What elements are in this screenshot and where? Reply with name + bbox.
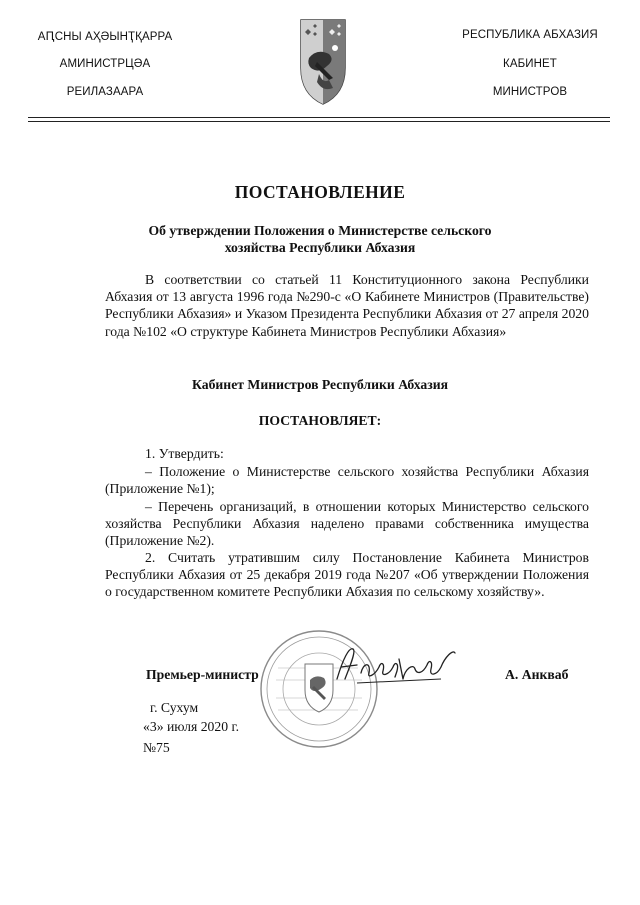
item-1-subitem-regulation: – Положение о Министерстве сельского хозяйства Республики Абхазия (Приложение №1);	[105, 464, 589, 497]
signatory-name: А. Анкваб	[505, 667, 569, 682]
header-left-line-3: РЕИЛАЗААРА	[66, 86, 144, 98]
signatory-position: Премьер-министр	[146, 667, 259, 682]
signing-date: «3» июля 2020 г.	[143, 719, 239, 734]
place-of-signing: г. Сухум	[150, 700, 199, 715]
issuer-heading: Кабинет Министров Республики Абхазия	[191, 377, 449, 392]
subject-line-1: Об утверждении Положения о Министерстве сельского	[148, 223, 492, 238]
header-right-line-2: КАБИНЕТ	[503, 58, 557, 70]
decree-word: ПОСТАНОВЛЯЕТ:	[258, 413, 382, 428]
item-1-subitem-list: – Перечень организаций, в отношении которых Министерство сельского хозяйства Республики Абхазия наделено правами собственника имущества (Приложение №2).	[105, 499, 589, 549]
item-2-repeal: 2. Считать утратившим силу Постановление Кабинета Министров Республики Абхазия от 25 декабря 2019 года №207 «Об утверждении Положения о государственном комитете Республики Абхазия по сельскому хозяйству».	[105, 550, 589, 600]
document-type-heading: ПОСТАНОВЛЕНИЕ	[234, 182, 406, 202]
header-rule-bottom	[28, 121, 610, 122]
document-number: №75	[143, 740, 170, 755]
item-1-approve: 1. Утвердить:	[145, 446, 224, 461]
header-right-line-3: МИНИСТРОВ	[492, 86, 568, 98]
subject-line-2: хозяйства Республики Абхазия	[224, 240, 416, 255]
header-right-line-1: РЕСПУБЛИКА АБХАЗИЯ	[462, 29, 598, 41]
header-left-line-1: АԤСНЫ АҲӘЫНҬҚАРРА	[37, 31, 173, 43]
header-left-line-2: АМИНИСТРЦӘА	[59, 58, 151, 70]
preamble-paragraph: В соответствии со статьей 11 Конституционного закона Республики Абхазия от 13 августа 1996 года №290-с «О Кабинете Министров (Правительстве) Республики Абхазия» и Указом Президента Республики Абхазия от 27 апреля 2020 года №102 «О структуре Кабинета Министров Республики Абхазия»	[105, 272, 589, 339]
header-rule-top	[28, 117, 610, 118]
coat-of-arms-emblem	[299, 18, 347, 106]
handwritten-signature	[333, 639, 458, 689]
